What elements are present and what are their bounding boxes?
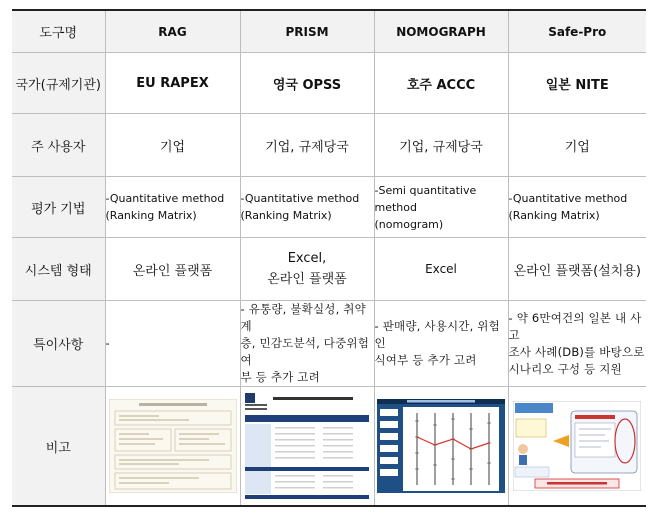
method-line: (Ranking Matrix): [105, 209, 197, 222]
row-remarks: [12, 387, 646, 507]
row-label-remarks: 비고: [12, 387, 105, 507]
prism-spreadsheet-screenshot: [243, 391, 371, 501]
header-tool-name: 도구명: [12, 10, 105, 53]
row-notes: [12, 301, 646, 387]
row-label-method: 평가 기법: [12, 177, 105, 238]
cell-remarks-prism: [240, 387, 374, 507]
method-line: -Quantitative method: [508, 192, 628, 205]
cell-notes-safepro: [508, 301, 646, 387]
method-line: -Quantitative method: [240, 192, 360, 205]
cell-users-nomograph: 기업, 규제당국: [374, 114, 508, 177]
rag-form-screenshot: [109, 399, 237, 493]
cell-system-prism: [240, 238, 374, 301]
cell-remarks-safepro: [508, 387, 646, 507]
row-label-notes: 특이사항: [12, 301, 105, 387]
cell-system-nomograph: Excel: [374, 238, 508, 301]
header-rag: RAG: [105, 10, 240, 53]
row-system: [12, 238, 646, 301]
cell-country-nomograph: 호주 ACCC: [374, 53, 508, 114]
notes-line: 층, 민감도분석, 다중위험여: [240, 336, 370, 367]
notes-line: 조사 사례(DB)를 바탕으로: [508, 344, 645, 359]
method-line: (Ranking Matrix): [240, 209, 332, 222]
method-line: -Quantitative method: [105, 192, 225, 205]
cell-notes-nomograph: [374, 301, 508, 387]
cell-country-safepro: 일본 NITE: [508, 53, 646, 114]
cell-method-rag: [105, 177, 240, 238]
cell-system-rag: 온라인 플랫폼: [105, 238, 240, 301]
cell-country-rag: EU RAPEX: [105, 53, 240, 114]
notes-line: - 약 6만여건의 일본 내 사고: [508, 310, 642, 342]
cell-users-rag: 기업: [105, 114, 240, 177]
safepro-slide-screenshot: [513, 401, 641, 491]
system-line: Excel,: [287, 251, 327, 266]
cell-system-safepro: 온라인 플랫폼(설치용): [508, 238, 646, 301]
comparison-table: [12, 9, 646, 507]
cell-notes-prism: [240, 301, 374, 387]
cell-country-prism: 영국 OPSS: [240, 53, 374, 114]
cell-method-safepro: [508, 177, 646, 238]
cell-users-prism: 기업, 규제당국: [240, 114, 374, 177]
cell-remarks-nomograph: [374, 387, 508, 507]
header-row: [12, 10, 646, 53]
row-country: [12, 53, 646, 114]
cell-notes-rag: -: [105, 301, 240, 387]
nomograph-app-screenshot: [377, 399, 505, 493]
cell-remarks-rag: [105, 387, 240, 507]
cell-users-safepro: 기업: [508, 114, 646, 177]
notes-line: - 유통량, 불확실성, 취약계: [240, 302, 366, 333]
notes-line: 식여부 등 추가 고려: [374, 353, 477, 367]
notes-line: - 판매량, 사용시간, 위험인: [374, 319, 500, 350]
cell-method-prism: [240, 177, 374, 238]
row-label-users: 주 사용자: [12, 114, 105, 177]
notes-line: 시나리오 구성 등 지원: [508, 361, 622, 376]
header-nomograph: NOMOGRAPH: [374, 10, 508, 53]
method-line: (Ranking Matrix): [508, 209, 600, 222]
header-safepro: Safe-Pro: [508, 10, 646, 53]
row-method: [12, 177, 646, 238]
header-prism: PRISM: [240, 10, 374, 53]
method-line: (nomogram): [374, 217, 444, 231]
method-line: -Semi quantitative method: [374, 183, 477, 214]
notes-line: 부 등 추가 고려: [240, 370, 320, 384]
row-label-country: 국가(규제기관): [12, 53, 105, 114]
system-line: 온라인 플랫폼: [267, 272, 347, 287]
row-label-system: 시스템 형태: [12, 238, 105, 301]
row-users: [12, 114, 646, 177]
cell-method-nomograph: [374, 177, 508, 238]
